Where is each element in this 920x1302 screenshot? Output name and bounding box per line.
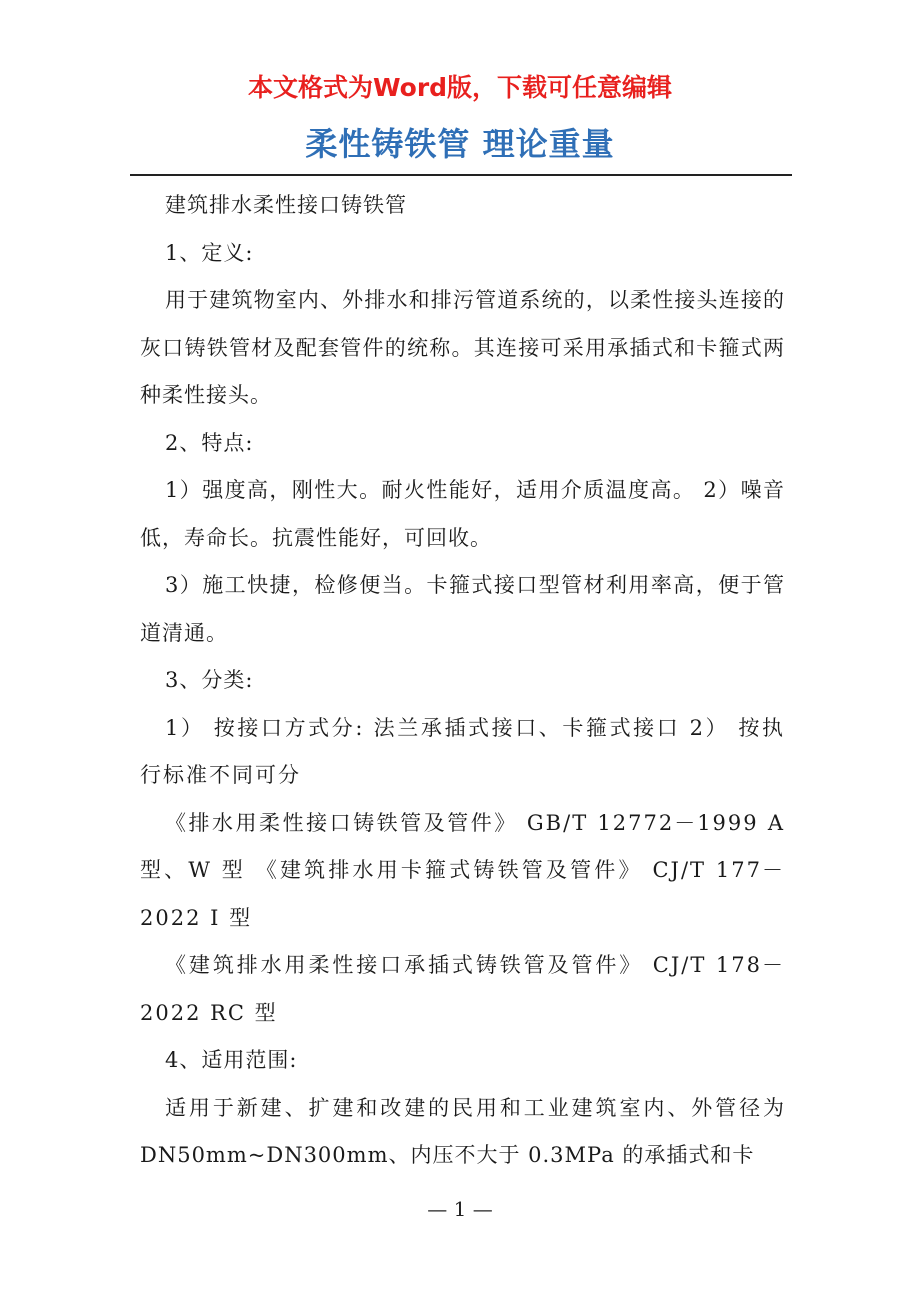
scope-heading: 4、适用范围:: [165, 1048, 298, 1072]
features-paragraph-2: 3）施工快捷，检修便当。卡箍式接口型管材利用率高，便于管道清通。: [140, 573, 785, 645]
document-body: [140, 182, 785, 1180]
format-notice-banner: 本文格式为Word版，下载可任意编辑: [247, 73, 673, 102]
definition-heading: 1、定义:: [165, 240, 254, 265]
classification-paragraph: 1） 按接口方式分: 法兰承插式接口、卡箍式接口 2） 按执行标准不同可分: [140, 715, 785, 787]
features-paragraph-1: 1）强度高，刚性大。耐火性能好，适用介质温度高。 2）噪音低，寿命长。抗震性能好，可回收。: [140, 478, 785, 550]
definition-paragraph: 用于建筑物室内、外排水和排污管道系统的，以柔性接头连接的灰口铸铁管材及配套管件的统称。其连接可采用承插式和卡箍式两种柔性接头。: [140, 288, 785, 407]
classification-heading: 3、分类:: [165, 668, 254, 692]
section-heading: 建筑排水柔性接口铸铁管: [165, 193, 407, 217]
features-heading: 2、特点:: [165, 430, 254, 455]
standard-paragraph-2: 《建筑排水用柔性接口承插式铸铁管及管件》 CJ/T 178－2022 RC 型: [140, 953, 785, 1025]
page-number: — 1 —: [427, 1197, 493, 1221]
page-title: 柔性铸铁管 理论重量: [305, 125, 615, 163]
standard-paragraph-1: 《排水用柔性接口铸铁管及管件》 GB/T 12772－1999 A 型、W 型 《建筑排水用卡箍式铸铁管及管件》 CJ/T 177－2022 I 型: [140, 810, 785, 930]
title-divider: [130, 174, 792, 176]
scope-paragraph: 适用于新建、扩建和改建的民用和工业建筑室内、外管径为 DN50mm~DN300mm、内压不大于 0.3MPa 的承插式和卡: [140, 1095, 785, 1167]
